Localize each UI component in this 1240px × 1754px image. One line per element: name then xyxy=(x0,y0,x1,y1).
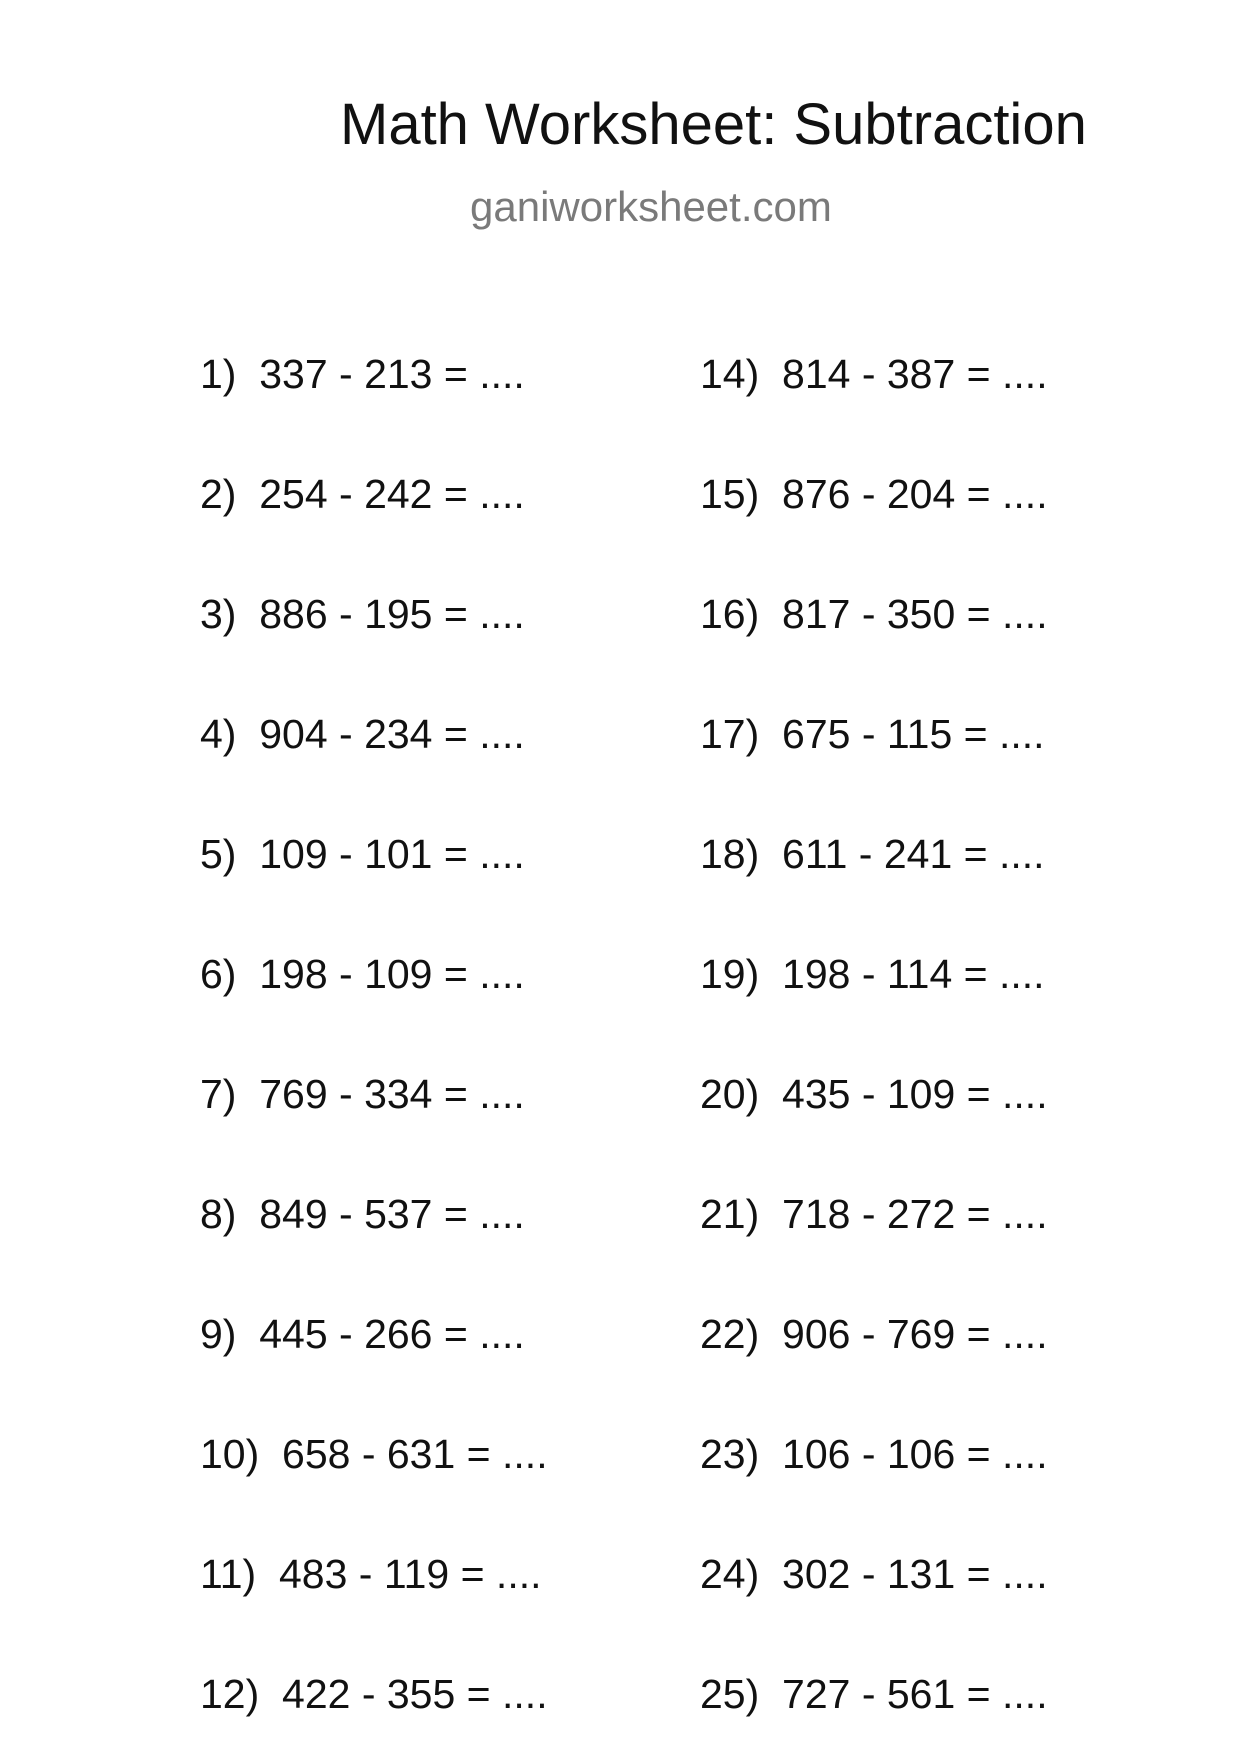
problem-16: 16) 817 - 350 = .... xyxy=(700,591,1048,637)
problem-25: 25) 727 - 561 = .... xyxy=(700,1671,1048,1717)
website-url: ganiworksheet.com xyxy=(470,183,832,230)
problem-7: 7) 769 - 334 = .... xyxy=(200,1071,525,1117)
worksheet-title: Math Worksheet: Subtraction xyxy=(340,92,1087,157)
problem-12: 12) 422 - 355 = .... xyxy=(200,1671,548,1717)
problem-21: 21) 718 - 272 = .... xyxy=(700,1191,1048,1237)
problem-5: 5) 109 - 101 = .... xyxy=(200,831,525,877)
problem-6: 6) 198 - 109 = .... xyxy=(200,951,525,997)
problem-18: 18) 611 - 241 = .... xyxy=(700,831,1045,877)
problem-4: 4) 904 - 234 = .... xyxy=(200,711,525,757)
problem-20: 20) 435 - 109 = .... xyxy=(700,1071,1048,1117)
problem-17: 17) 675 - 115 = .... xyxy=(700,711,1045,757)
problem-14: 14) 814 - 387 = .... xyxy=(700,351,1048,397)
problem-9: 9) 445 - 266 = .... xyxy=(200,1311,525,1357)
problem-2: 2) 254 - 242 = .... xyxy=(200,471,525,517)
problem-10: 10) 658 - 631 = .... xyxy=(200,1431,548,1477)
problem-3: 3) 886 - 195 = .... xyxy=(200,591,525,637)
problem-15: 15) 876 - 204 = .... xyxy=(700,471,1048,517)
problem-11: 11) 483 - 119 = .... xyxy=(200,1551,542,1597)
problem-22: 22) 906 - 769 = .... xyxy=(700,1311,1048,1357)
problem-24: 24) 302 - 131 = .... xyxy=(700,1551,1048,1597)
problem-8: 8) 849 - 537 = .... xyxy=(200,1191,525,1237)
problem-23: 23) 106 - 106 = .... xyxy=(700,1431,1048,1477)
problem-19: 19) 198 - 114 = .... xyxy=(700,951,1045,997)
problem-1: 1) 337 - 213 = .... xyxy=(200,351,525,397)
